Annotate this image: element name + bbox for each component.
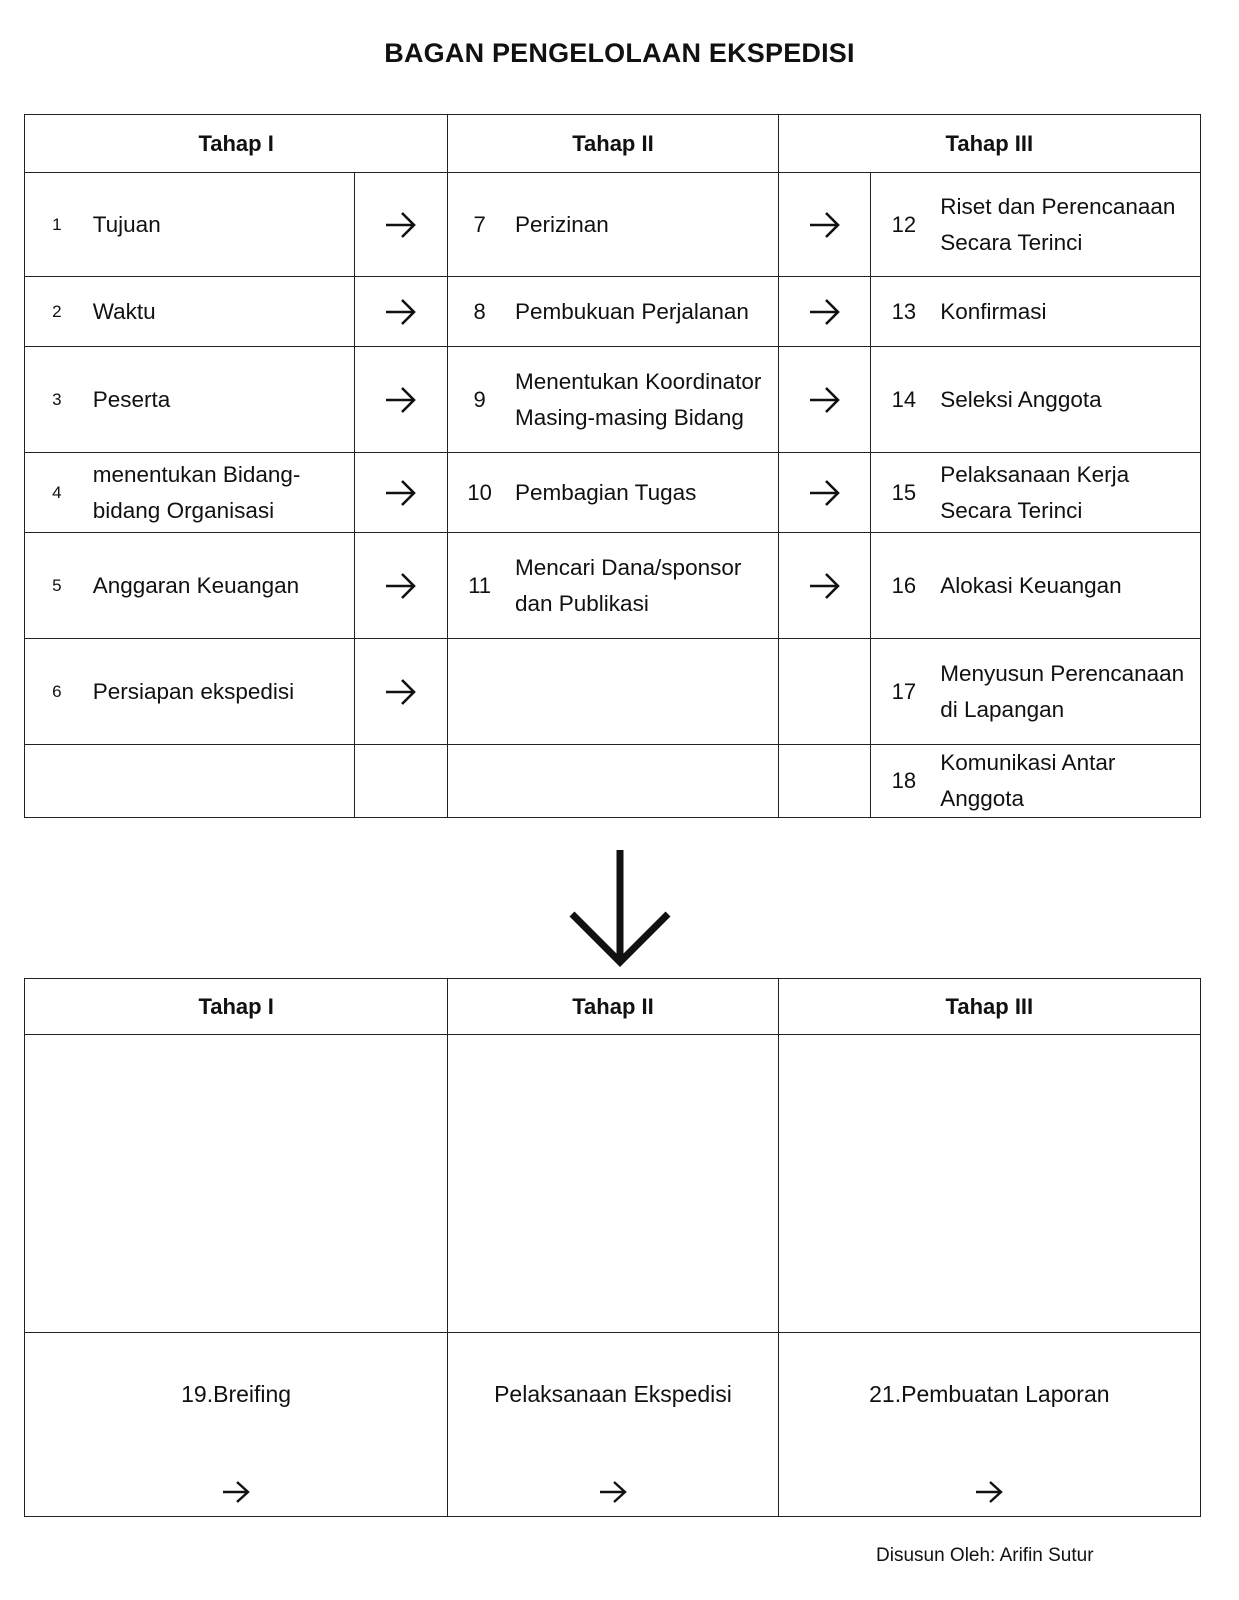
arrow-right-icon [808,297,842,327]
stage-cell [448,1333,778,1517]
empty-cell [448,1035,778,1333]
step-text: Anggaran Keuangan [89,533,355,639]
stage-cell [25,1333,448,1517]
stage-table-top [24,114,1201,818]
empty-cell [778,1035,1200,1333]
arrow-right-icon [384,677,418,707]
arrow-cell [355,173,448,277]
step-text: Persiapan ekspedisi [89,639,355,745]
step-text: Pembukuan Perjalanan [511,277,778,347]
header-row [25,979,1201,1035]
step-number: 5 [25,533,89,639]
step-number: 16 [871,533,936,639]
table-row [25,533,1201,639]
arrow-cell [355,533,448,639]
step-text: Menentukan Koordinator Masing-masing Bidang [511,347,778,453]
arrow-right-icon [384,478,418,508]
blank-row [25,1035,1201,1333]
step-number: 3 [25,347,89,453]
step-text: Seleksi Anggota [936,347,1200,453]
arrow-right-icon [221,1479,251,1505]
table-row [25,347,1201,453]
table-row [25,173,1201,277]
step-text: Mencari Dana/sponsor dan Publikasi [511,533,778,639]
stage-cell [778,1333,1200,1517]
table-row [25,453,1201,533]
arrow-right-icon [598,1479,628,1505]
step-text: Peserta [89,347,355,453]
empty-cell [448,745,778,818]
arrow-cell [778,347,871,453]
arrow-cell [778,453,871,533]
arrow-cell [778,173,871,277]
arrow-cell [355,347,448,453]
stage-table-bottom [24,978,1201,1517]
step-text: Tujuan [89,173,355,277]
arrow-cell [355,453,448,533]
table-row [25,1333,1201,1517]
stage-item: 19.Breifing [181,1381,292,1407]
step-number: 6 [25,639,89,745]
empty-cell [448,639,778,745]
step-number: 10 [448,453,511,533]
header-row [25,115,1201,173]
arrow-right-icon [808,571,842,601]
step-number: 17 [871,639,936,745]
arrow-right-icon [974,1479,1004,1505]
author-credit: Disusun Oleh: Arifin Sutur [876,1545,1094,1566]
step-number: 12 [871,173,936,277]
arrow-right-icon [384,297,418,327]
step-text: Komunikasi Antar Anggota [936,745,1200,818]
empty-cell [355,745,448,818]
step-text: Konfirmasi [936,277,1200,347]
arrow-right-icon [808,210,842,240]
step-number: 1 [25,173,89,277]
empty-cell [778,745,871,818]
header-tahap-2: Tahap II [448,115,778,173]
table-row [25,277,1201,347]
step-number: 4 [25,453,89,533]
table-row [25,745,1201,818]
step-text: Menyusun Perencanaan di Lapangan [936,639,1200,745]
step-text: Perizinan [511,173,778,277]
header-tahap-1: Tahap I [25,979,448,1035]
step-number: 18 [871,745,936,818]
step-text: menentukan Bidang-bidang Organisasi [89,453,355,533]
step-number: 7 [448,173,511,277]
header-tahap-3: Tahap III [778,115,1200,173]
empty-cell [25,745,355,818]
step-text: Pembagian Tugas [511,453,778,533]
arrow-cell [355,639,448,745]
step-text: Riset dan Perencanaan Secara Terinci [936,173,1200,277]
arrow-cell [778,277,871,347]
stage-item: Pelaksanaan Ekspedisi [494,1381,732,1407]
step-number: 13 [871,277,936,347]
arrow-down-icon [562,846,678,970]
step-number: 9 [448,347,511,453]
arrow-right-icon [384,385,418,415]
step-number: 14 [871,347,936,453]
step-number: 2 [25,277,89,347]
step-number: 8 [448,277,511,347]
arrow-right-icon [384,571,418,601]
arrow-right-icon [808,385,842,415]
step-text: Alokasi Keuangan [936,533,1200,639]
document-title: BAGAN PENGELOLAAN EKSPEDISI [384,38,855,68]
arrow-right-icon [384,210,418,240]
step-number: 11 [448,533,511,639]
table-row [25,639,1201,745]
step-text: Waktu [89,277,355,347]
header-tahap-1: Tahap I [25,115,448,173]
header-tahap-2: Tahap II [448,979,778,1035]
step-text: Pelaksanaan Kerja Secara Terinci [936,453,1200,533]
empty-cell [25,1035,448,1333]
arrow-cell [778,533,871,639]
step-number: 15 [871,453,936,533]
empty-cell [778,639,871,745]
arrow-cell [355,277,448,347]
stage-item: 21.Pembuatan Laporan [869,1381,1110,1407]
arrow-right-icon [808,478,842,508]
header-tahap-3: Tahap III [778,979,1200,1035]
